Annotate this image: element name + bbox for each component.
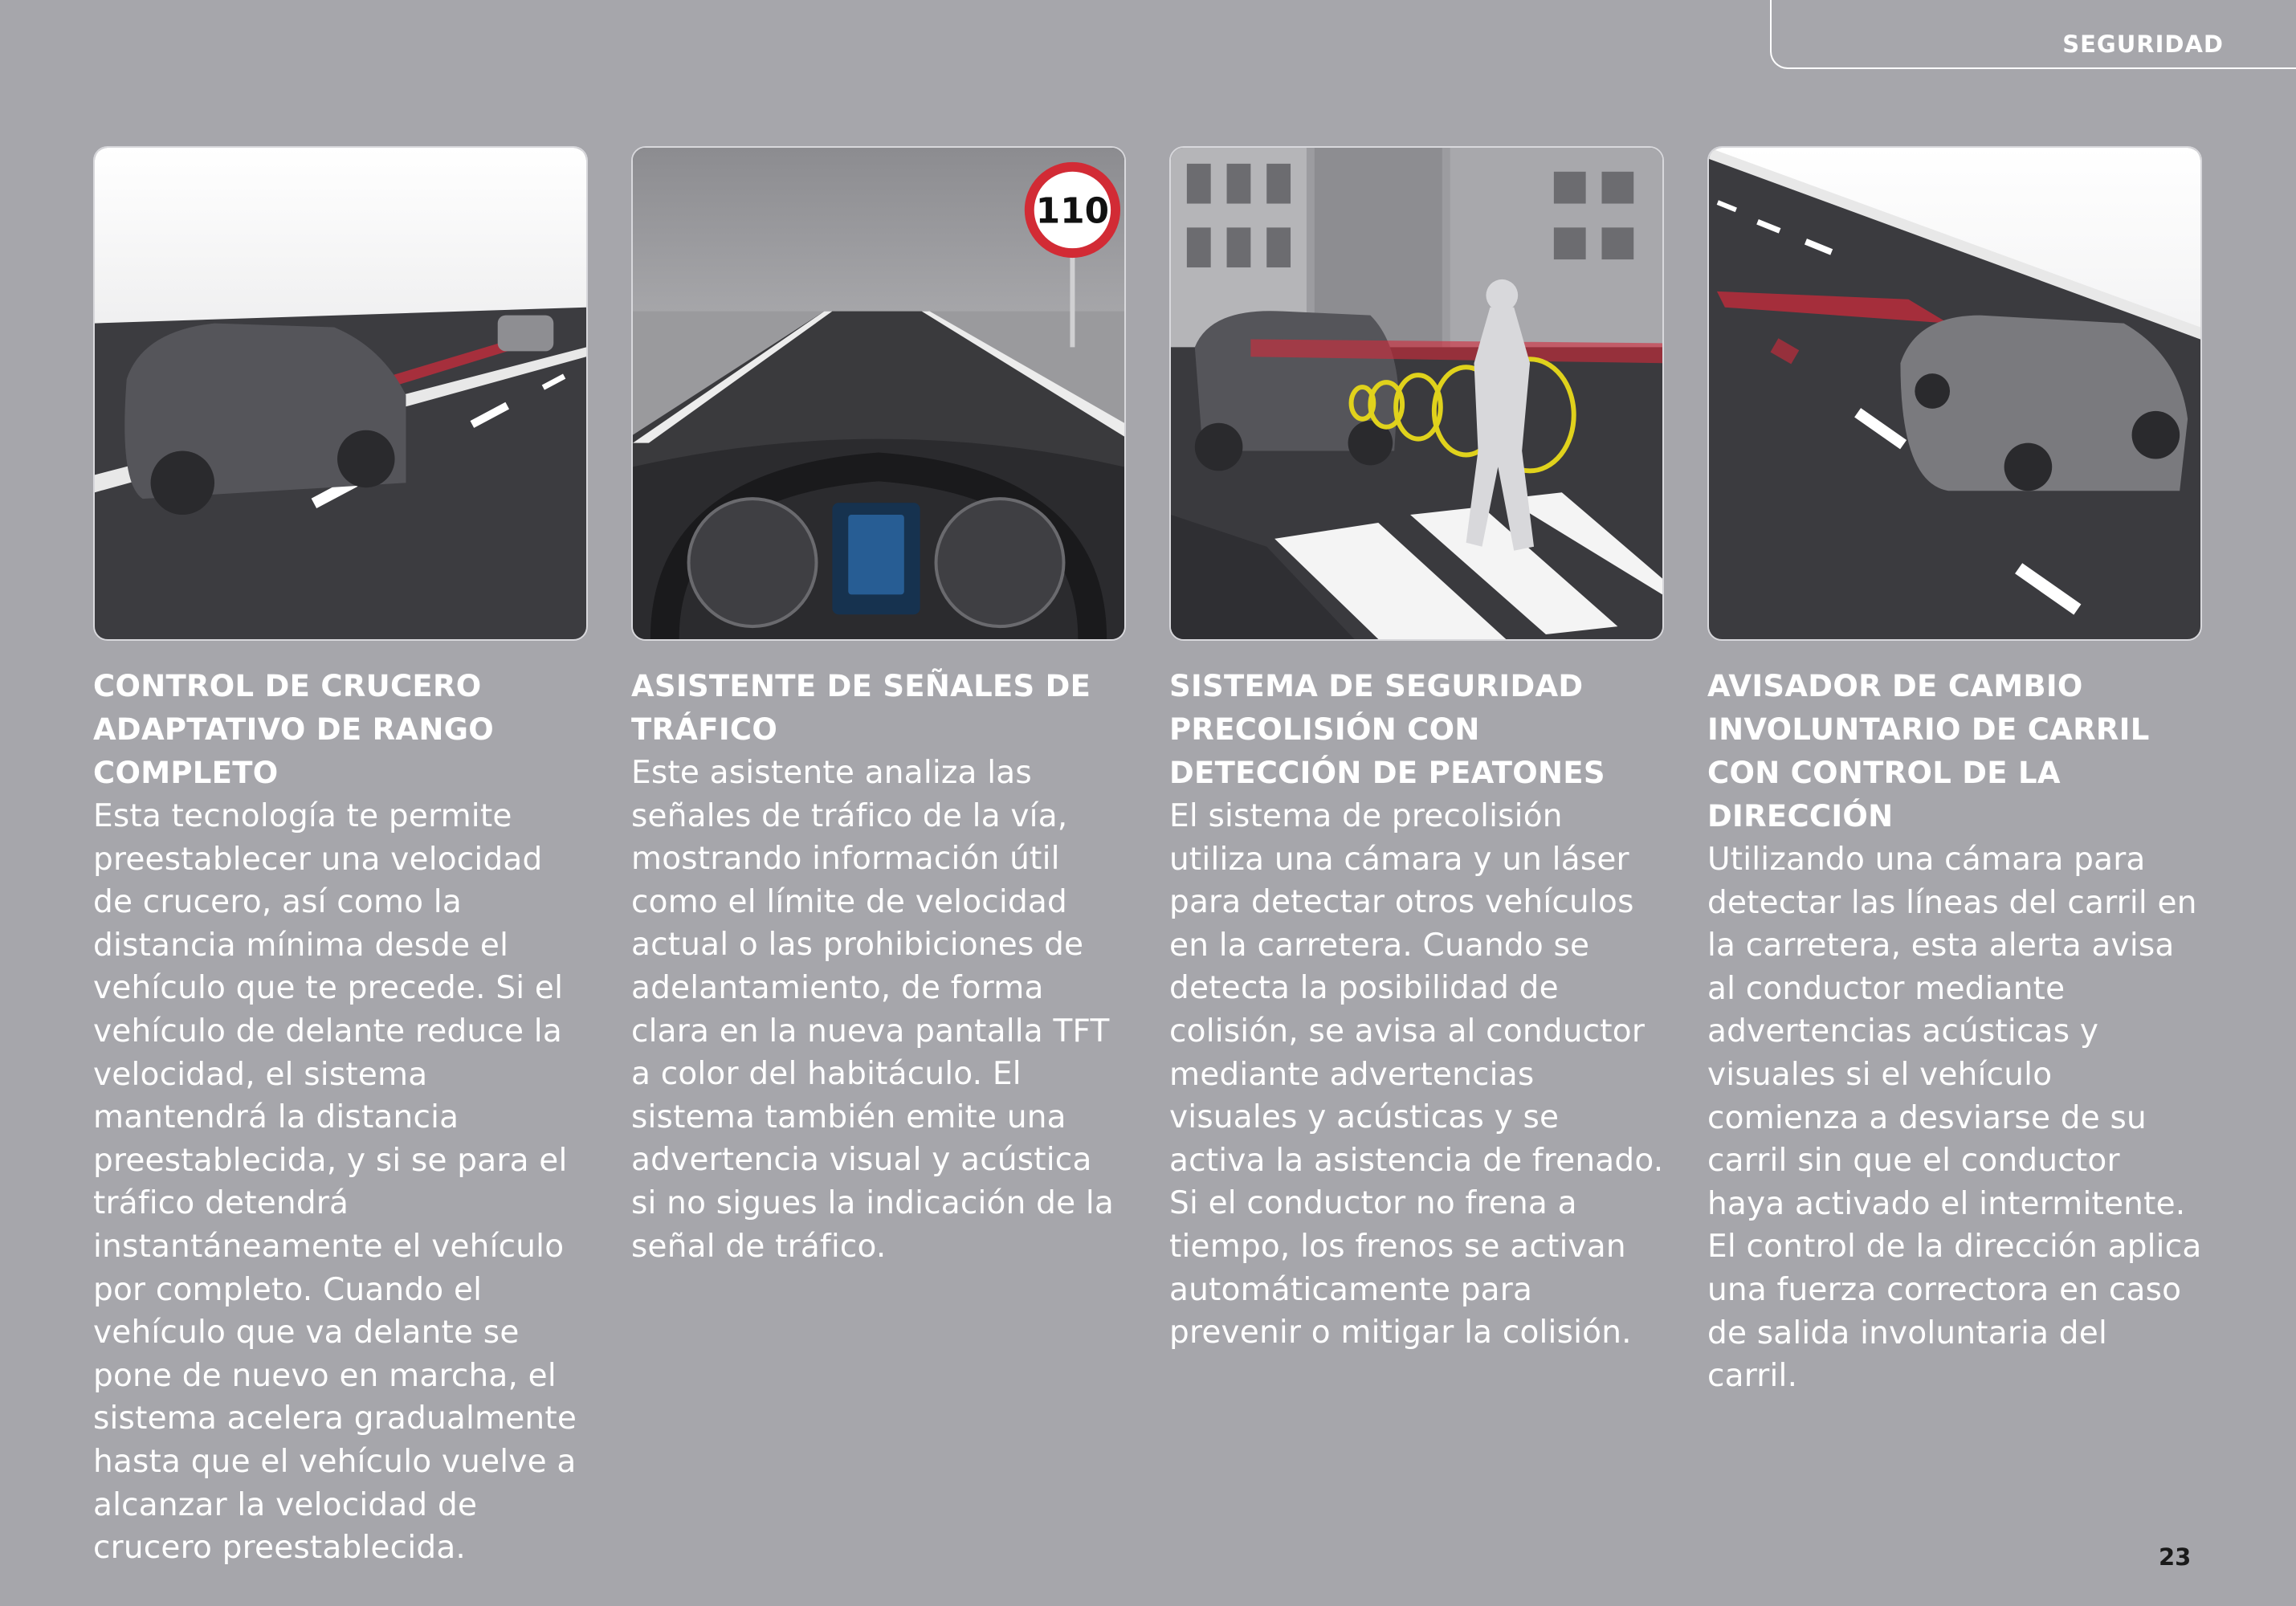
- road-sign-assist-image: [631, 146, 1126, 641]
- page-number: 23: [2159, 1543, 2192, 1571]
- feature-road-sign-assist: [631, 146, 1126, 1268]
- feature-adaptive-cruise: [93, 146, 588, 1570]
- feature-title: CONTROL DE CRUCERO ADAPTATIVO DE RANGO COMPLETO: [93, 669, 495, 790]
- feature-lane-departure: [1707, 146, 2202, 1398]
- feature-body: Utilizando una cámara para detectar las líneas del carril en la carretera, esta alerta avisa al conductor mediante advertencias acústicas y visuales si el vehículo comienza a desviarse de su carril sin que el conductor haya activado el intermitente. El control de la dirección aplica una fuerza correctora en caso de salida involuntaria del carril.: [1707, 842, 2202, 1395]
- adaptive-cruise-image: [93, 146, 588, 641]
- lane-departure-image: [1707, 146, 2202, 641]
- feature-body: Esta tecnología te permite preestablecer una velocidad de crucero, así como la distancia mínima desde el vehículo que te precede. Si el vehículo de delante reduce la velocidad, el sistema mantendrá la distancia preestablecida, y si se para el tráfico detendrá instantáneamente el vehículo por completo. Cuando el vehículo que va delante se pone de nuevo en marcha, el sistema acelera gradualmente hasta que el vehículo vuelve a alcanzar la velocidad de crucero preestablecida.: [93, 798, 577, 1567]
- feature-title: ASISTENTE DE SEÑALES DE TRÁFICO: [631, 669, 1091, 747]
- feature-title: SISTEMA DE SEGURIDAD PRECOLISIÓN CON DETECCIÓN DE PEATONES: [1169, 669, 1605, 790]
- feature-pre-collision: [1169, 146, 1664, 1355]
- feature-body: Este asistente analiza las señales de tráfico de la vía, mostrando información útil como el límite de velocidad actual o las prohibiciones de adelantamiento, de forma clara en la nueva pantalla TFT a color del habitáculo. El sistema también emite una advertencia visual y acústica si no sigues la indicación de la señal de tráfico.: [631, 755, 1115, 1265]
- feature-title: AVISADOR DE CAMBIO INVOLUNTARIO DE CARRIL CON CONTROL DE LA DIRECCIÓN: [1707, 669, 2150, 834]
- speed-limit-sign: 110: [1035, 190, 1110, 232]
- pre-collision-image: [1169, 146, 1664, 641]
- feature-body: El sistema de precolisión utiliza una cámara y un láser para detectar otros vehículos en la carretera. Cuando se detecta la posibilidad de colisión, se avisa al conductor mediante advertencias visuales y acústicas y se activa la asistencia de frenado. Si el conductor no frena a tiempo, los frenos se activan automáticamente para prevenir o mitigar la colisión.: [1169, 798, 1664, 1351]
- section-label: SEGURIDAD: [2062, 31, 2224, 58]
